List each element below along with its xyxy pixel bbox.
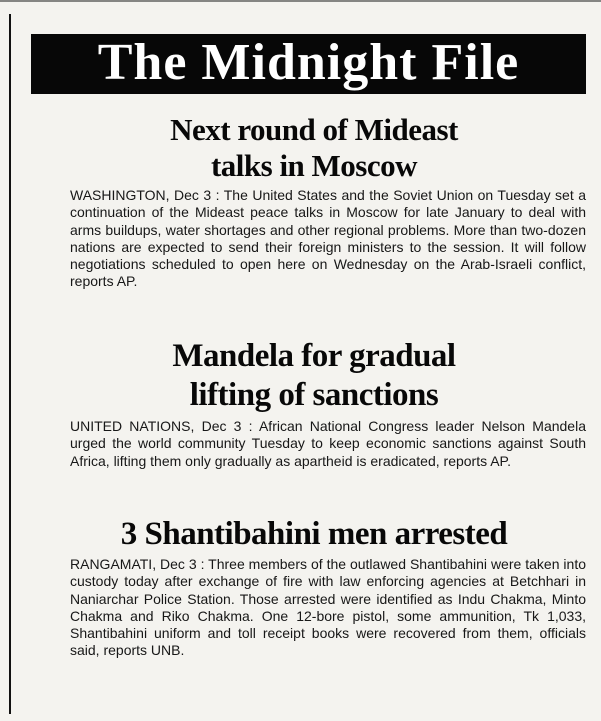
- story-body: UNITED NATIONS, Dec 3 : African National Congress leader Nelson Mandela urged the world community Tuesday to keep economic sanctions against South Africa, lifting them only gradually as apartheid is eradicated, reports AP.: [70, 418, 586, 469]
- story-mandela-sanctions: [42, 337, 586, 470]
- left-column-rule: [9, 14, 11, 714]
- masthead-title: The Midnight File: [31, 34, 586, 94]
- story-mideast-talks: [42, 112, 586, 291]
- headline-line-1: Mandela for gradual: [172, 338, 456, 374]
- story-body: RANGAMATI, Dec 3 : Three members of the outlawed Shantibahini were taken into custody today after exchange of fire with law enforcing agencies at Betchhari in Naniarchar Police Station. Those arrested were identified as Indu Chakma, Minto Chakma and Riko Chakma. One 12-bore pistol, some ammunition, Tk 1,033, Shantibahini uniform and toll receipt books were recovered from them, officials said, reports UNB.: [70, 556, 586, 659]
- headline-line-2: lifting of sanctions: [189, 377, 439, 413]
- headline-line-1: Next round of Mideast: [170, 112, 458, 147]
- headline: 3 Shantibahini men arrested: [120, 516, 508, 552]
- story-body: WASHINGTON, Dec 3 : The United States and the Soviet Union on Tuesday set a continuation of the Mideast peace talks in Moscow for late January to deal with arms buildups, water shortages and other regional problems. More than two-dozen nations are expected to send their foreign ministers to the session. It will follow negotiations scheduled to open here on Wednesday on the Arab-Israeli conflict, reports AP.: [70, 187, 586, 290]
- headline-line-2: talks in Moscow: [210, 148, 418, 183]
- top-border: [0, 0, 601, 2]
- story-shantibahini-arrest: [42, 515, 586, 660]
